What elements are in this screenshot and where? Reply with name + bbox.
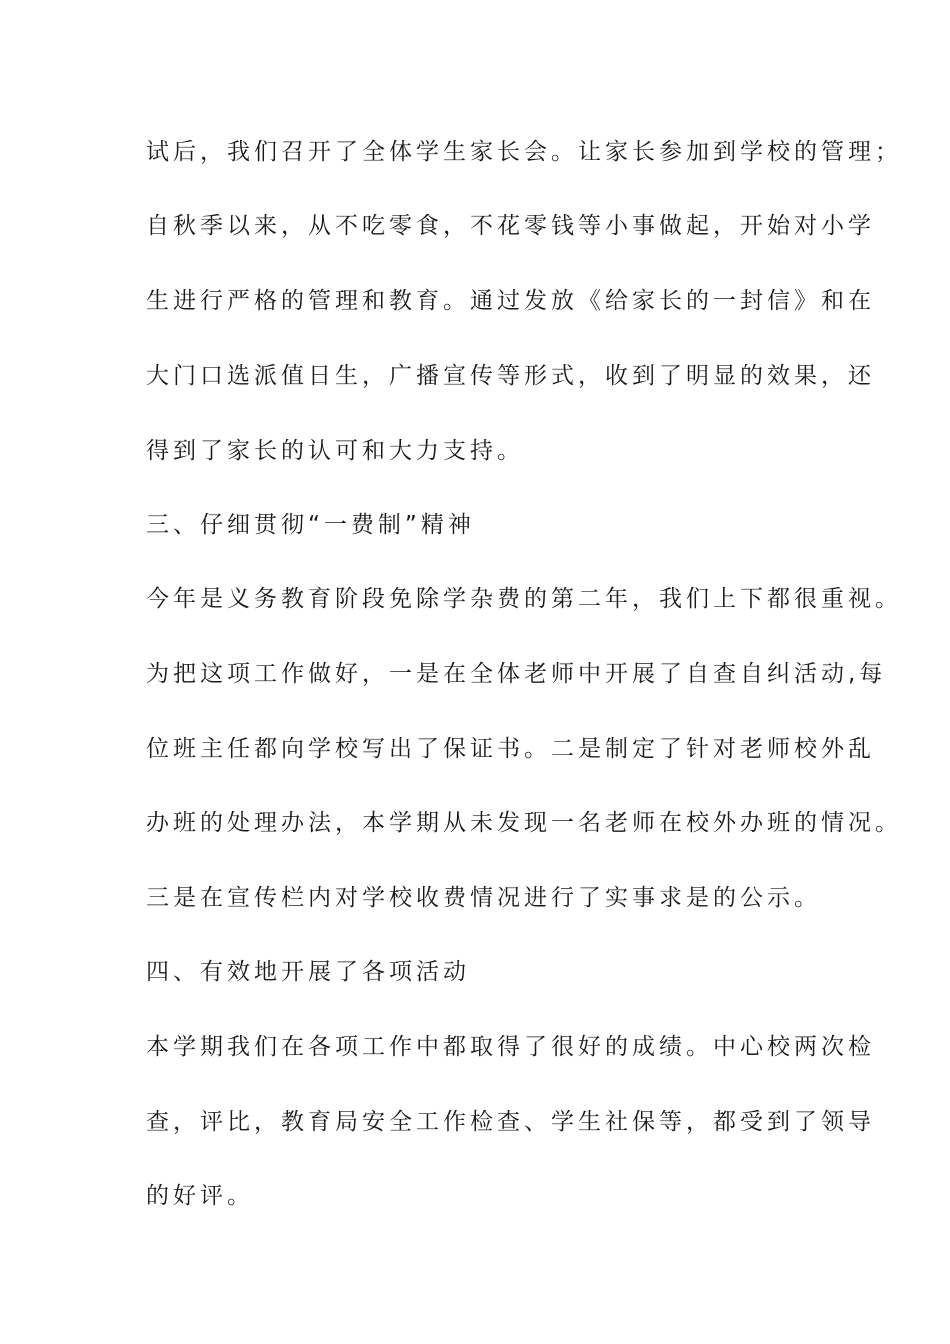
paragraph-line: 的好评。 (146, 1183, 254, 1209)
paragraph-line: 大门口选派值日生，广播宣传等形式，收到了明显的效果，还 (146, 363, 875, 389)
section-heading: 三、仔细贯彻“一费制”精神 (146, 512, 475, 538)
paragraph-line: 自秋季以来，从不吃零食，不花零钱等小事做起，开始对小学 (146, 213, 875, 239)
paragraph-line: 三是在宣传栏内对学校收费情况进行了实事求是的公示。 (146, 885, 821, 911)
paragraph-line: 本学期我们在各项工作中都取得了很好的成绩。中心校两次检 (146, 1034, 875, 1060)
paragraph-line: 为把这项工作做好，一是在全体老师中开展了自查自纠活动,每 (146, 661, 887, 687)
paragraph-line: 生进行严格的管理和教育。通过发放《给家长的一封信》和在 (146, 288, 875, 314)
paragraph-line: 得到了家长的认可和大力支持。 (146, 438, 524, 464)
paragraph-line: 位班主任都向学校写出了保证书。二是制定了针对老师校外乱 (146, 736, 875, 762)
section-heading: 四、有效地开展了各项活动 (146, 959, 470, 985)
paragraph-line: 办班的处理办法，本学期从未发现一名老师在校外办班的情况。 (146, 810, 902, 836)
paragraph-line: 试后，我们召开了全体学生家长会。让家长参加到学校的管理； (146, 139, 902, 165)
paragraph-line: 今年是义务教育阶段免除学杂费的第二年，我们上下都很重视。 (146, 586, 902, 612)
paragraph-line: 查，评比，教育局安全工作检查、学生社保等，都受到了领导 (146, 1109, 875, 1135)
